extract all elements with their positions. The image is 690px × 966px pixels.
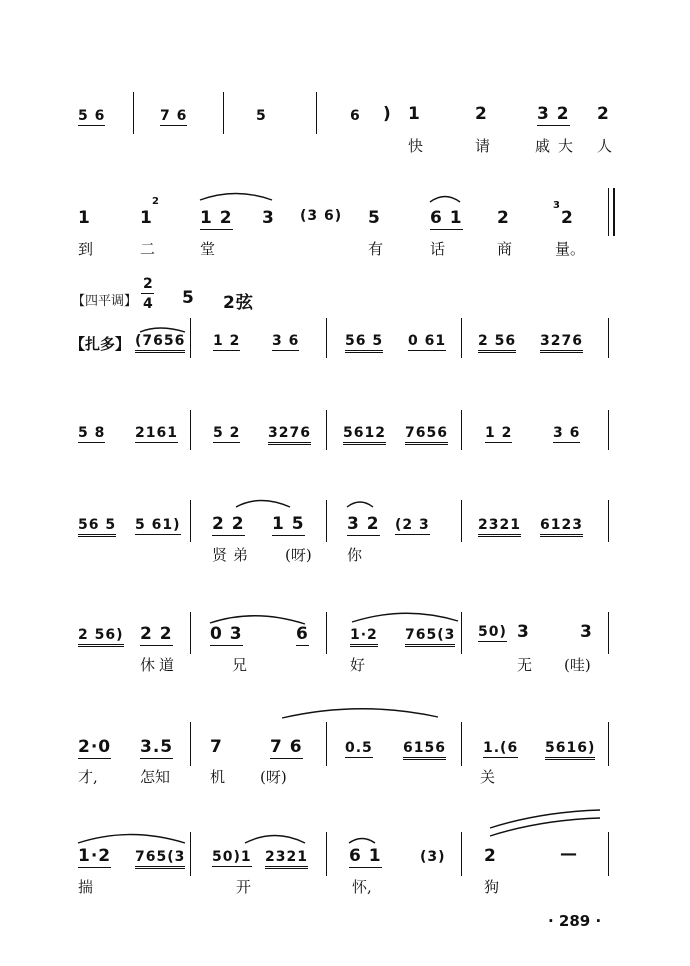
barline xyxy=(190,410,191,450)
barline xyxy=(608,318,609,358)
note-group: 0 3 xyxy=(210,624,243,644)
note-group: 6123 xyxy=(540,517,583,537)
note: 2 xyxy=(497,208,510,228)
note: 7 xyxy=(210,737,223,757)
barline xyxy=(190,318,191,358)
barline xyxy=(461,318,462,358)
lyric: 无 xyxy=(517,656,533,674)
grace-note: 2 xyxy=(152,196,160,207)
barline xyxy=(190,500,191,542)
note-group: 50) xyxy=(478,624,507,640)
lyric: 戚大 xyxy=(535,137,582,155)
note-group: (3 6) xyxy=(300,208,343,224)
note-group: 56 5 xyxy=(78,517,116,537)
time-signature-line xyxy=(141,293,154,294)
note-group: 5 6 xyxy=(78,108,106,124)
lyric: 机 xyxy=(210,768,226,786)
lyric: 好 xyxy=(350,656,366,674)
note-group: (2 3 xyxy=(395,517,430,533)
note-group: 1 5 xyxy=(272,514,305,534)
note-group: 7656 xyxy=(405,425,448,445)
note-group: 3 2 xyxy=(537,104,570,124)
note: 1 xyxy=(140,208,153,228)
lyric: 兄 xyxy=(232,656,248,674)
note: 5 xyxy=(368,208,381,228)
note-group: 2321 xyxy=(478,517,521,537)
note: 1 xyxy=(408,104,421,124)
note: 6 xyxy=(350,108,361,124)
note-group: 3.5 xyxy=(140,737,174,757)
lyric: 狗 xyxy=(484,878,500,896)
note-group: 1 2 xyxy=(485,425,513,441)
note-group: 765(3 xyxy=(135,849,185,869)
lyric: 怎知 xyxy=(140,768,171,786)
note-group: 2 2 xyxy=(212,514,245,534)
note-group: 1·2 xyxy=(350,627,378,647)
time-signature-top: 2 xyxy=(143,276,154,292)
note-group: 1 2 xyxy=(213,333,241,349)
note-group: 2 2 xyxy=(140,624,173,644)
lyric: 怀, xyxy=(352,878,372,896)
string-tuning: 2弦 xyxy=(223,293,254,313)
section-label: 【扎多】 xyxy=(70,335,131,353)
barline xyxy=(326,318,327,358)
note-group: 0.5 xyxy=(345,740,373,756)
barline xyxy=(608,500,609,542)
barline xyxy=(608,410,609,450)
barline xyxy=(608,832,609,876)
note-group: 3276 xyxy=(540,333,583,353)
lyric: (哇) xyxy=(564,656,591,674)
lyric: 商 xyxy=(497,240,513,258)
note-group: 7 6 xyxy=(160,108,188,124)
barline xyxy=(326,832,327,876)
barline xyxy=(326,612,327,654)
lyric: 才, xyxy=(78,768,98,786)
note: 2 xyxy=(561,208,574,228)
lyric: 快 xyxy=(408,137,424,155)
note-group: 6 1 xyxy=(430,208,463,228)
note: 2 xyxy=(475,104,488,124)
barline xyxy=(608,612,609,654)
note-group: 50)1 xyxy=(212,849,252,865)
note: 3 xyxy=(262,208,275,228)
time-signature-bottom: 4 xyxy=(143,296,154,312)
lyric: 揣 xyxy=(78,878,94,896)
note-group: 765(3 xyxy=(405,627,455,647)
lyric: 你 xyxy=(347,546,363,564)
page-number: · 289 · xyxy=(548,912,602,930)
note: 6 xyxy=(296,624,309,644)
barline xyxy=(326,410,327,450)
note-group: 5 8 xyxy=(78,425,106,441)
barline xyxy=(461,500,462,542)
note-group: 7 6 xyxy=(270,737,303,757)
barline xyxy=(316,92,317,134)
note-group: 0 61 xyxy=(408,333,447,349)
barline xyxy=(461,832,462,876)
barline xyxy=(461,612,462,654)
note-group: 5 2 xyxy=(213,425,241,441)
note-group: 1·2 xyxy=(78,846,112,866)
lyric: 请 xyxy=(475,137,491,155)
barline xyxy=(190,612,191,654)
lyric: 二 xyxy=(140,240,156,258)
barline xyxy=(461,410,462,450)
note-group: 3 2 xyxy=(347,514,380,534)
mode-label: 【四平调】 xyxy=(72,294,138,309)
lyric: 堂 xyxy=(200,240,216,258)
note: 2 xyxy=(484,846,497,866)
note-group: 5 61) xyxy=(135,517,181,533)
note-group: 2 56) xyxy=(78,627,124,647)
barline xyxy=(190,832,191,876)
note: 3 xyxy=(580,622,593,642)
note-group: 2 56 xyxy=(478,333,516,353)
note-group: 3 6 xyxy=(272,333,300,349)
barline xyxy=(461,722,462,766)
note-group: 5616) xyxy=(545,740,595,760)
barline xyxy=(133,92,134,134)
lyric: 贤弟 xyxy=(212,546,255,564)
barline xyxy=(326,500,327,542)
final-barline xyxy=(613,188,615,236)
note-group: 3 6 xyxy=(553,425,581,441)
note-group: 5612 xyxy=(343,425,386,445)
lyric: 关 xyxy=(480,768,496,786)
note-group: 56 5 xyxy=(345,333,383,353)
note-group: 3276 xyxy=(268,425,311,445)
note-group: 6 1 xyxy=(349,846,382,866)
note-group: 6156 xyxy=(403,740,446,760)
tonality-note: 5 xyxy=(182,288,195,308)
barline xyxy=(223,92,224,134)
lyric: 话 xyxy=(430,240,446,258)
lyric: 到 xyxy=(78,240,94,258)
note-group: (7656 xyxy=(135,333,185,353)
note-group: 1 2 xyxy=(200,208,233,228)
note-group: 2·0 xyxy=(78,737,112,757)
note: 3 xyxy=(517,622,530,642)
barline xyxy=(326,722,327,766)
barline xyxy=(608,188,609,236)
lyric: (呀) xyxy=(260,768,287,786)
dash: — xyxy=(560,844,578,864)
paren: ) xyxy=(383,104,392,124)
note-group: (3) xyxy=(420,849,446,865)
lyric: (呀) xyxy=(285,546,312,564)
lyric: 休道 xyxy=(140,656,179,674)
note: 1 xyxy=(78,208,91,228)
barline xyxy=(608,722,609,766)
note-group: 1.(6 xyxy=(483,740,519,756)
lyric: 量。 xyxy=(555,240,586,258)
note-group: 2161 xyxy=(135,425,178,441)
lyric: 有 xyxy=(368,240,384,258)
note-group: 2321 xyxy=(265,849,308,869)
lyric: 人 xyxy=(597,137,613,155)
note: 2 xyxy=(597,104,610,124)
barline xyxy=(190,722,191,766)
grace-note: 3 xyxy=(553,200,561,211)
note: 5 xyxy=(256,108,267,124)
lyric: 开 xyxy=(236,878,252,896)
